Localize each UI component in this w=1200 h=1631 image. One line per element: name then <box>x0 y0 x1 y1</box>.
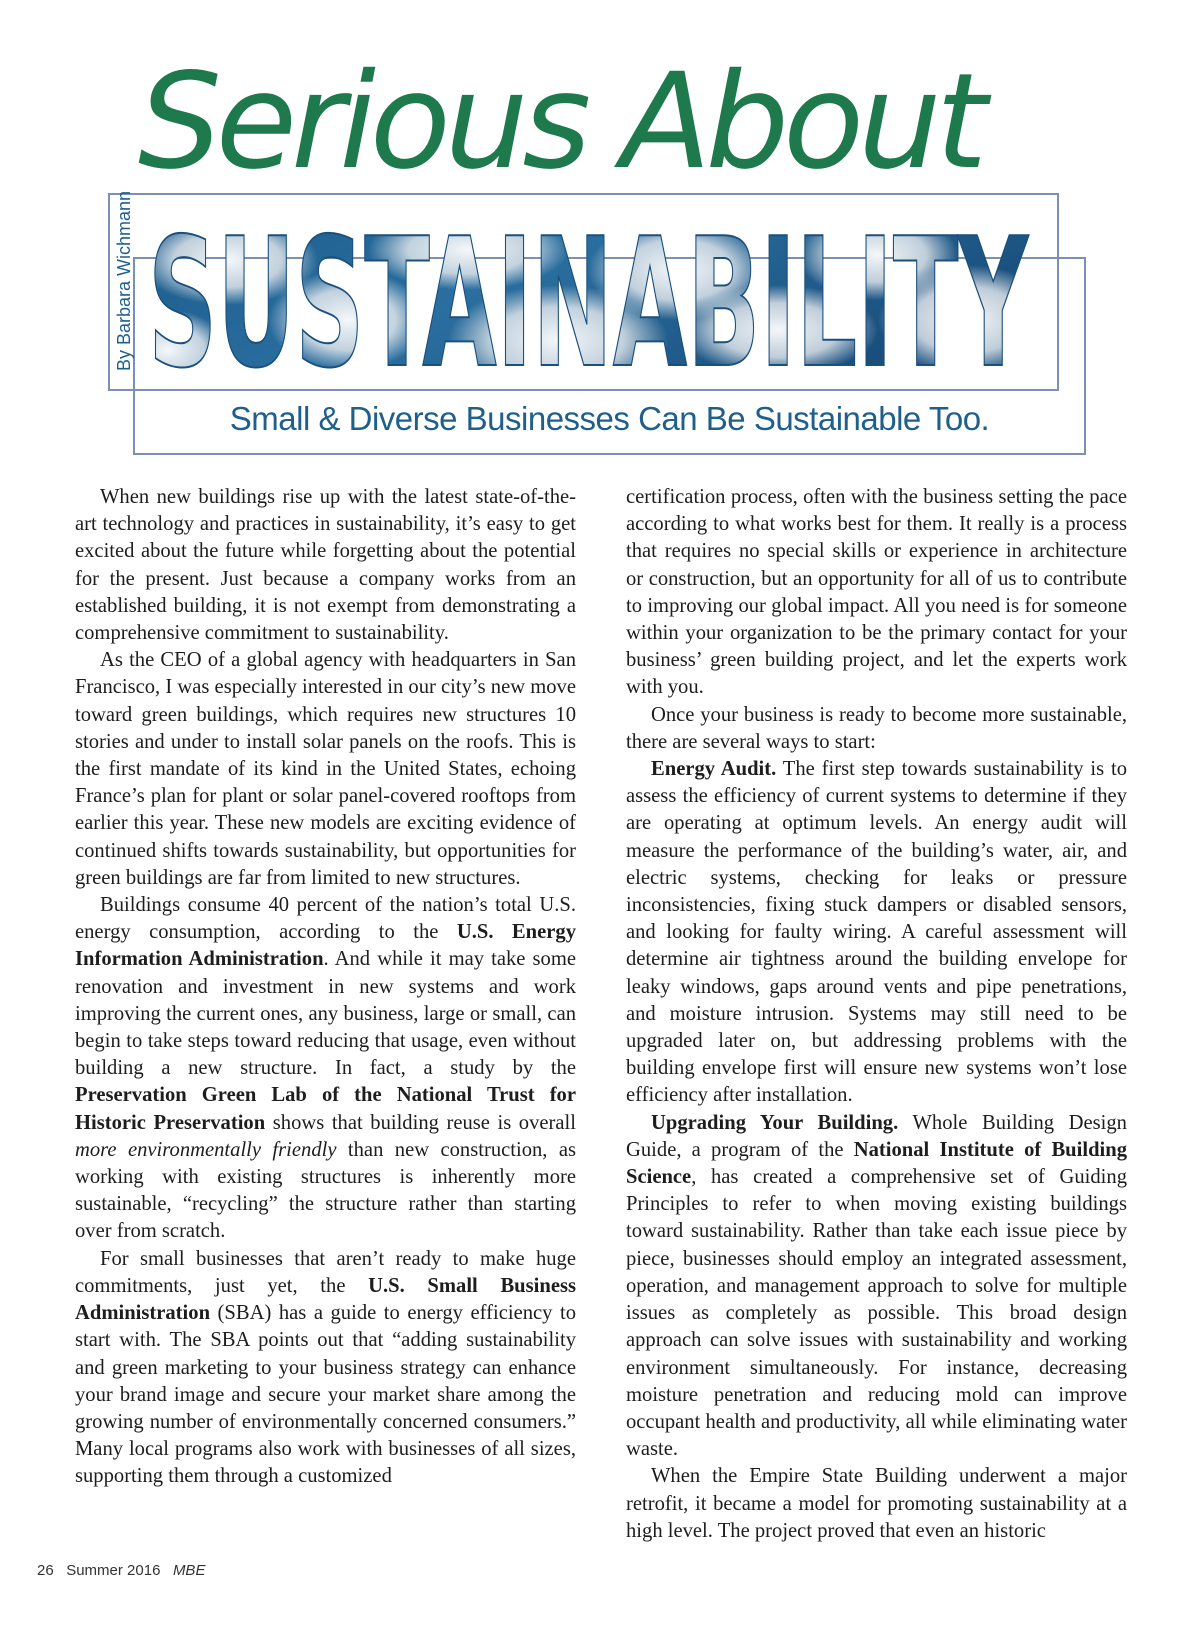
article-paragraph <box>626 1110 1127 1464</box>
article-column-right <box>626 484 1127 1545</box>
bold-text: Energy Audit. <box>651 758 777 781</box>
paragraph-text: than new construction, as working with existing structures is inherently more sustainable, “recycling” the structure rather than starting over from scratch. <box>75 1138 577 1243</box>
magazine-name: MBE <box>172 1562 206 1579</box>
paragraph-text: . And while it may take some renovation and investment in new systems and work improving the current ones, any business, large or small, can begin to take steps toward reducing that usage, even without building a new structure. In fact, a study by the <box>75 948 576 1080</box>
bold-text: U.S. Small Business Administration <box>75 1274 576 1325</box>
page-number: 26 <box>37 1562 54 1579</box>
subtitle: Small & Diverse Businesses Can Be Sustainable Too. <box>229 400 990 437</box>
paragraph-text: , has created a comprehensive set of Guiding Principles to refer to when moving existing buildings toward sustainability. Rather than take each issue piece by piece, businesses should employ an integrated assessment, operation, and management approach to solve for multiple issues as completely as possible. This broad design approach can solve issues with sustainability and working environment simultaneously. For instance, decreasing moisture penetration and reducing mold can improve occupant health and productivity, all while eliminating water waste. <box>626 1166 1127 1461</box>
paragraph-text: Whole Building Design Guide, a program of the <box>626 1111 1127 1161</box>
paragraph-text: (SBA) has a guide to energy efficiency to start with. The SBA points out that “adding sustainability and green marketing to your business strategy can enhance your brand image and secure your market share among the growing number of environmentally concerned consumers.” Many local programs also work with businesses of all sizes, supporting them through a customized <box>75 1302 576 1488</box>
article-paragraph <box>75 1246 576 1491</box>
sustainability-word: SUSTAINABILITY <box>148 200 1030 380</box>
bold-text: U.S. Energy Information Administration <box>75 921 577 971</box>
article-paragraph <box>626 484 1127 702</box>
paragraph-text: Once your business is ready to become more sustainable, there are several ways to start: <box>626 703 1127 753</box>
paragraph-text: certification process, often with the business setting the pace according to what works best for them. It really is a process that requires no special skills or experience in architecture or construction, but an opportunity for all of us to contribute to improving our global impact. All you need is for someone within your organization to be the primary contact for your business’ green building project, and let the experts work with you. <box>626 486 1127 699</box>
paragraph-text: shows that building reuse is overall <box>265 1111 576 1134</box>
page-footer <box>37 1562 205 1579</box>
byline: By Barbara Wichmann <box>114 190 134 371</box>
article-paragraph <box>75 647 576 892</box>
bold-text: National Institute of Building Science <box>626 1138 1127 1189</box>
paragraph-text: The first step towards sustainability is to assess the efficiency of current systems to determine if they are operating at optimum levels. An energy audit will measure the performance of the building’s water, air, and electric systems, checking for leaks or pressure inconsistencies, fixing stuck dampers or disabled sensors, and looking for faulty wiring. A careful assessment will determine air tightness around the building envelope for leaky windows, gaps around vents and pipe penetrations, and moisture intrusion. Systems may still need to be upgraded later on, but addressing problems with the building envelope first will ensure new systems won’t lose efficiency after installation. <box>626 758 1128 1107</box>
article-paragraph <box>626 1463 1127 1545</box>
article-paragraph <box>75 892 576 1246</box>
article-paragraph <box>626 756 1127 1110</box>
paragraph-text: When new buildings rise up with the latest state-of-the-art technology and practices in sustainability, it’s easy to get excited about the future while forgetting about the potential for the present. Just because a company works from an established building, it is not exempt from demonstrating a comprehensive commitment to sustainability. <box>75 486 576 645</box>
bold-text: Upgrading Your Building. <box>651 1111 899 1134</box>
paragraph-text: For small businesses that aren’t ready to make huge commitments, just yet, the <box>75 1247 576 1297</box>
bold-text: Preservation Green Lab of the National Trust for Historic Preservation <box>75 1084 576 1134</box>
sky-lettering-graphic <box>138 200 1038 380</box>
paragraph-text: Buildings consume 40 percent of the nation’s total U.S. energy consumption, according to the <box>75 894 576 944</box>
article-paragraph <box>626 702 1127 756</box>
headline-sustainability <box>138 200 1038 380</box>
paragraph-text: When the Empire State Building underwent a major retrofit, it became a model for promoting sustainability at a high level. The project proved that even an historic <box>626 1465 1127 1542</box>
article-column-left <box>75 484 576 1491</box>
paragraph-text: As the CEO of a global agency with headquarters in San Francisco, I was especially interested in our city’s new move toward green buildings, which requires new structures 10 stories and under to install solar panels on the roofs. This is the first mandate of its kind in the United States, echoing France’s plan for plant or solar panel-covered rooftops from earlier this year. These new models are exciting evidence of continued shifts towards sustainability, but opportunities for green buildings are far from limited to new structures. <box>75 649 576 889</box>
italic-text: more environmentally friendly <box>75 1138 337 1161</box>
issue-date: Summer 2016 <box>66 1562 161 1579</box>
headline-serious-about: Serious About <box>138 45 982 199</box>
article-paragraph <box>75 484 576 647</box>
